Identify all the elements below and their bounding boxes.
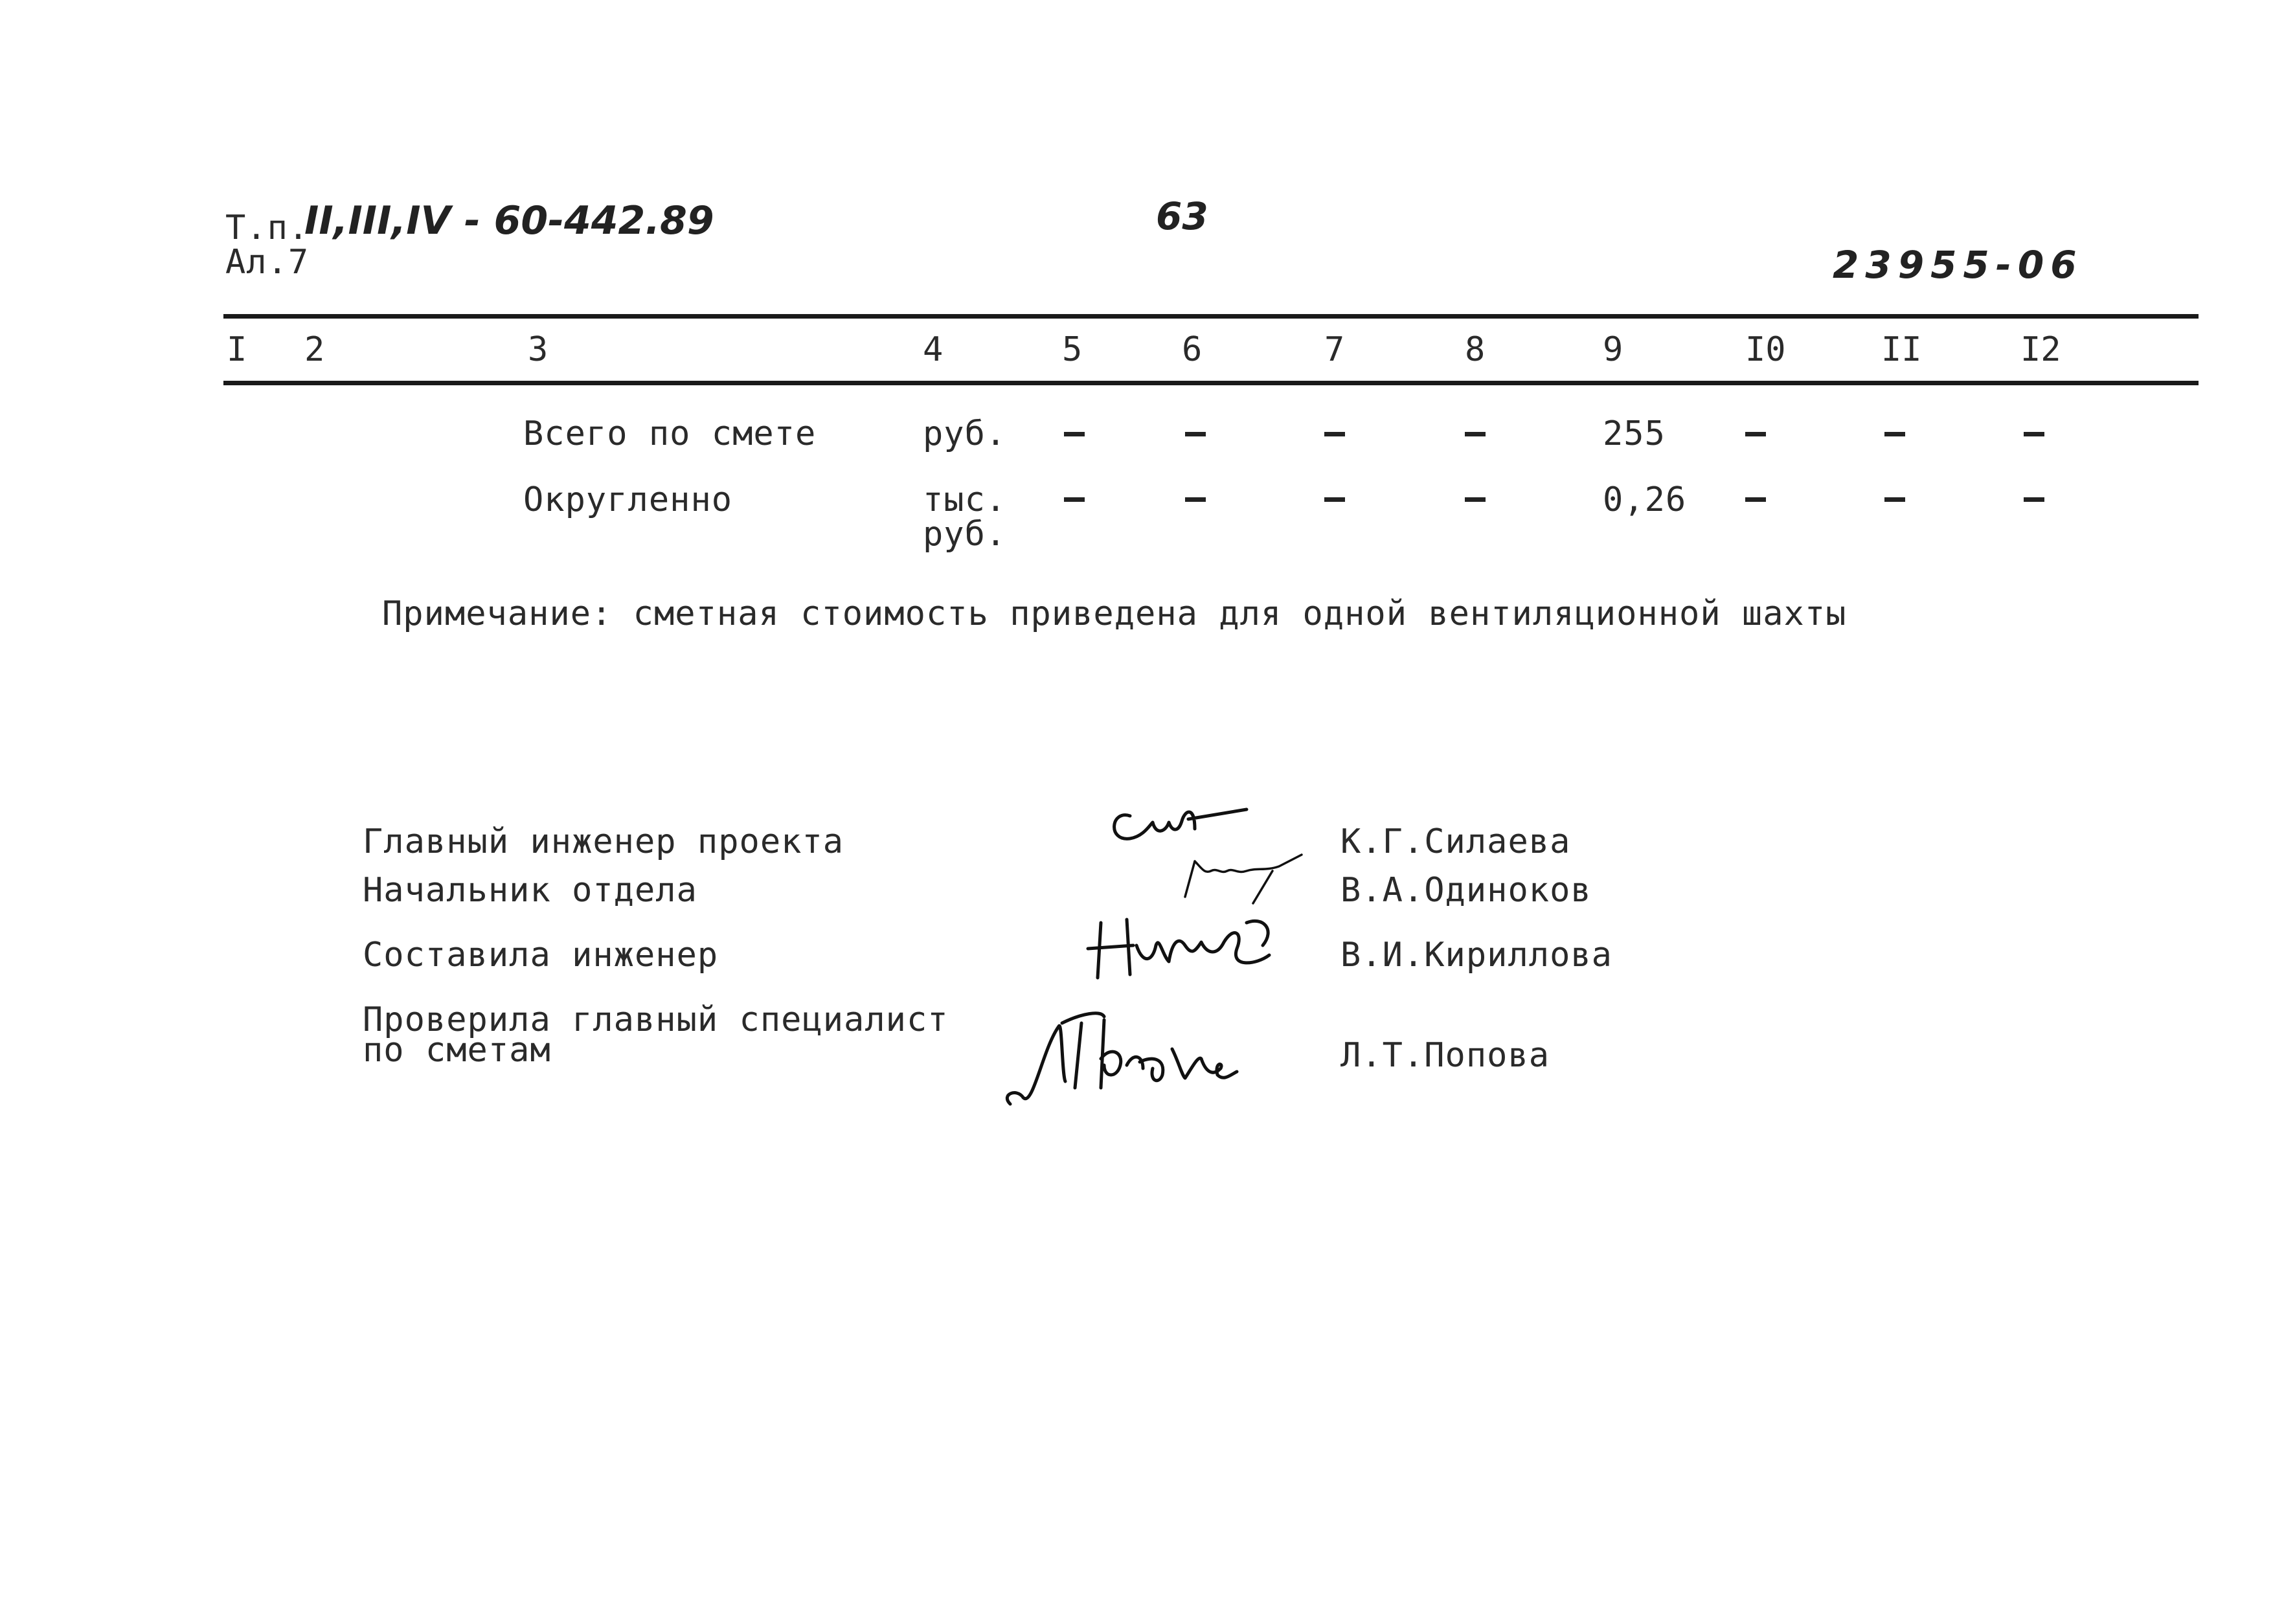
row-value-c12-dash — [2024, 432, 2044, 436]
row-value-c6-dash — [1185, 432, 1206, 436]
table-top-rule — [223, 314, 2199, 319]
signer-role: Главный инженер проекта — [363, 822, 844, 861]
col-num-8: 8 — [1465, 330, 1486, 369]
col-num-9: 9 — [1603, 330, 1623, 369]
row-unit: тыс. — [923, 480, 1007, 519]
signer-role: Составила инженер — [363, 936, 719, 975]
row-value-c12-dash — [2024, 497, 2044, 502]
row-value-c7-dash — [1324, 497, 1345, 502]
row-name: Всего по смете — [523, 414, 817, 453]
signature-kiril — [1081, 910, 1302, 987]
signer-role: Начальник отдела — [363, 871, 697, 910]
col-num-1: I — [227, 330, 247, 369]
row-unit-line2: руб. — [923, 515, 1007, 554]
col-num-6: 6 — [1182, 330, 1203, 369]
album-label: Ал.7 — [225, 243, 310, 282]
row-value-c6-dash — [1185, 497, 1206, 502]
signer-name: К.Г.Силаева — [1340, 822, 1571, 861]
col-num-7: 7 — [1324, 330, 1345, 369]
signer-role-line2: по сметам — [363, 1031, 551, 1070]
signer-name: В.И.Кириллова — [1340, 936, 1612, 975]
row-value-c9: 255 — [1603, 414, 1666, 453]
row-unit: руб. — [923, 414, 1007, 453]
row-value-c10-dash — [1745, 432, 1766, 436]
page-number: 63 — [1156, 194, 1208, 238]
signature-popova — [997, 997, 1256, 1120]
signer-name: В.А.Одиноков — [1340, 871, 1592, 910]
col-num-11: II — [1881, 330, 1922, 369]
project-code: II,III,IV - 60-442.89 — [304, 198, 714, 243]
project-prefix: Т.п. — [225, 209, 310, 247]
row-value-c5-dash — [1064, 432, 1085, 436]
row-value-c11-dash — [1884, 432, 1905, 436]
row-value-c5-dash — [1064, 497, 1085, 502]
col-num-2: 2 — [304, 330, 325, 369]
table-header-rule — [223, 381, 2199, 385]
col-num-10: I0 — [1745, 330, 1786, 369]
signer-role: Проверила главный специалист — [363, 1000, 949, 1039]
col-num-3: 3 — [528, 330, 548, 369]
note-text: Примечание: сметная стоимость приведена для одной вентиляционной шахты — [382, 594, 1847, 633]
row-name: Округленно — [523, 480, 733, 519]
doc-number: 23955-06 — [1833, 243, 2083, 287]
col-num-4: 4 — [923, 330, 944, 369]
col-num-5: 5 — [1062, 330, 1083, 369]
signer-name: Л.Т.Попова — [1340, 1036, 1550, 1075]
col-num-12: I2 — [2020, 330, 2061, 369]
row-value-c7-dash — [1324, 432, 1345, 436]
row-value-c10-dash — [1745, 497, 1766, 502]
row-value-c9: 0,26 — [1603, 480, 1687, 519]
row-value-c11-dash — [1884, 497, 1905, 502]
signature-odin — [1175, 848, 1318, 907]
row-value-c8-dash — [1465, 432, 1486, 436]
row-value-c8-dash — [1465, 497, 1486, 502]
